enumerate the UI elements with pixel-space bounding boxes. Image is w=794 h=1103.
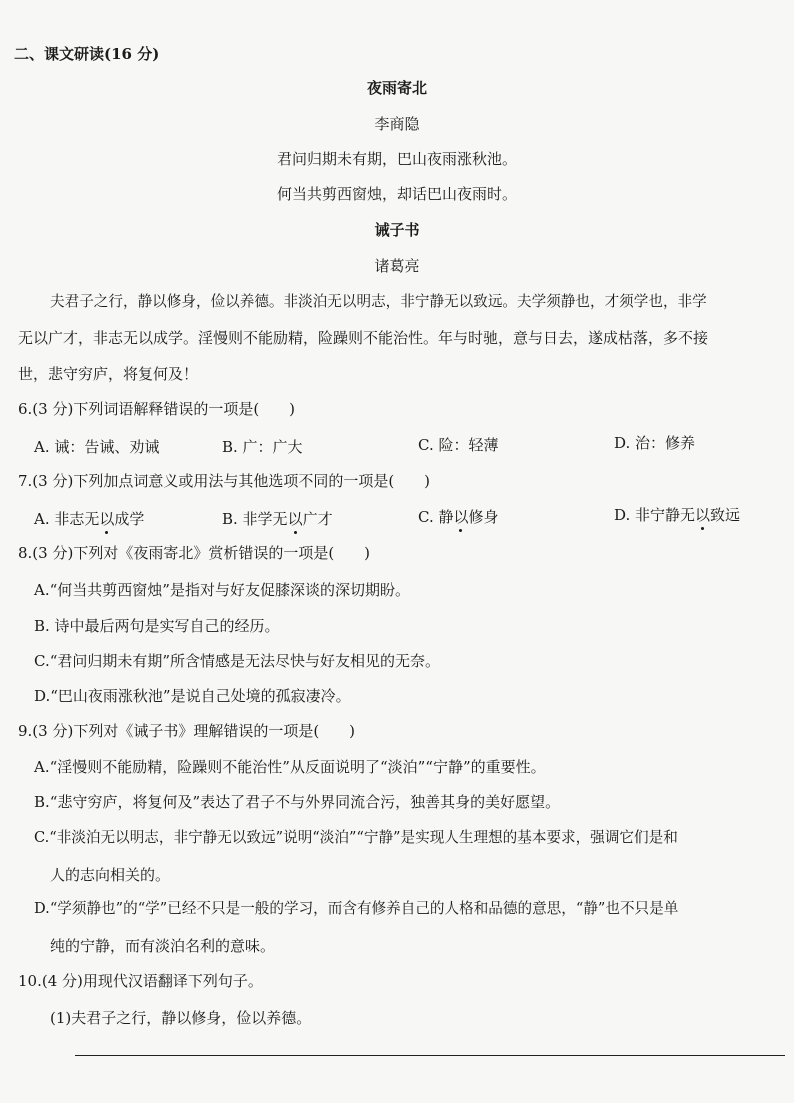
dotted-word: 以 — [287, 510, 303, 528]
poem-line-2: 何当共剪西窗烛，却话巴山夜雨时。 — [276, 185, 517, 203]
poem-author: 李商隐 — [374, 115, 420, 133]
question-6-option-d: D. 治：修养 — [614, 434, 696, 452]
answer-line — [75, 1055, 785, 1056]
question-7-option-d — [614, 505, 740, 525]
question-9-option-c-line-1: C.“非淡泊无以明志，非宁静无以致远”说明“淡泊”“宁静”是实现人生理想的基本要求，强调它们是和 — [34, 829, 678, 846]
question-6-option-b: B. 广：广大 — [222, 438, 303, 456]
essay-author: 诸葛亮 — [374, 257, 420, 275]
question-7-option-c — [418, 507, 499, 527]
question-7-option-a — [34, 509, 144, 529]
question-10-sentence-1: (1)夫君子之行，静以修身，俭以养德。 — [50, 1009, 312, 1027]
question-9-option-a: A.“淫慢则不能励精，险躁则不能治性”从反面说明了“淡泊”“宁静”的重要性。 — [34, 758, 546, 776]
poem-title: 夜雨寄北 — [366, 79, 427, 97]
question-10-stem: 10.(4 分)用现代汉语翻译下列句子。 — [18, 972, 263, 990]
question-6-option-c: C. 险：轻薄 — [418, 436, 499, 454]
question-9-stem: 9.(3 分)下列对《诫子书》理解错误的一项是( ) — [18, 722, 356, 740]
question-8-option-b: B. 诗中最后两句是实写自己的经历。 — [34, 617, 280, 635]
option-text: D. 非宁静无 — [614, 506, 696, 524]
question-8-option-d: D.“巴山夜雨涨秋池”是说自己处境的孤寂凄冷。 — [34, 687, 351, 705]
dotted-word: 以 — [99, 510, 115, 528]
question-8-option-a: A.“何当共剪西窗烛”是指对与好友促膝深谈的深切期盼。 — [34, 581, 410, 599]
question-7-stem: 7.(3 分)下列加点词意义或用法与其他选项不同的一项是( ) — [18, 472, 431, 490]
option-text: C. 静 — [418, 508, 454, 526]
question-7-option-b — [222, 509, 333, 529]
question-8-option-c: C.“君问归期未有期”所含情感是无法尽快与好友相见的无奈。 — [34, 652, 441, 670]
dotted-word: 以 — [453, 508, 469, 526]
essay-line-3: 世，悲守穷庐，将复何及！ — [18, 365, 199, 383]
section-title: 二、课文研读(16 分) — [14, 45, 160, 63]
question-6-stem: 6.(3 分)下列词语解释错误的一项是( ) — [18, 400, 296, 418]
question-8-stem: 8.(3 分)下列对《夜雨寄北》赏析错误的一项是( ) — [18, 544, 371, 562]
question-9-option-b: B.“悲守穷庐，将复何及”表达了君子不与外界同流合污，独善其身的美好愿望。 — [34, 793, 561, 811]
option-text: 成学 — [114, 510, 145, 528]
essay-title: 诫子书 — [374, 221, 420, 239]
option-text: 广才 — [302, 510, 333, 528]
question-6-option-a: A. 诫：告诫、劝诫 — [34, 438, 160, 456]
option-text: 致远 — [710, 506, 741, 524]
question-9-option-d-line-2: 纯的宁静，而有淡泊名利的意味。 — [50, 937, 276, 955]
option-text: B. 非学无 — [222, 510, 288, 528]
poem-line-1: 君问归期未有期，巴山夜雨涨秋池。 — [276, 150, 517, 168]
option-text: A. 非志无 — [34, 510, 100, 528]
question-9-option-d-line-1: D.“学须静也”的“学”已经不只是一般的学习，而含有修养自己的人格和品德的意思，“静”也不只是单 — [34, 900, 679, 917]
question-9-option-c-line-2: 人的志向相关的。 — [50, 866, 171, 884]
essay-line-2: 无以广才，非志无以成学。淫慢则不能励精，险躁则不能治性。年与时驰，意与日去，遂成枯落，多不接 — [18, 329, 709, 347]
dotted-word: 以 — [695, 506, 711, 524]
option-text: 修身 — [468, 508, 499, 526]
essay-line-1: 夫君子之行，静以修身，俭以养德。非淡泊无以明志，非宁静无以致远。夫学须静也，才须学也，非学 — [50, 293, 707, 310]
